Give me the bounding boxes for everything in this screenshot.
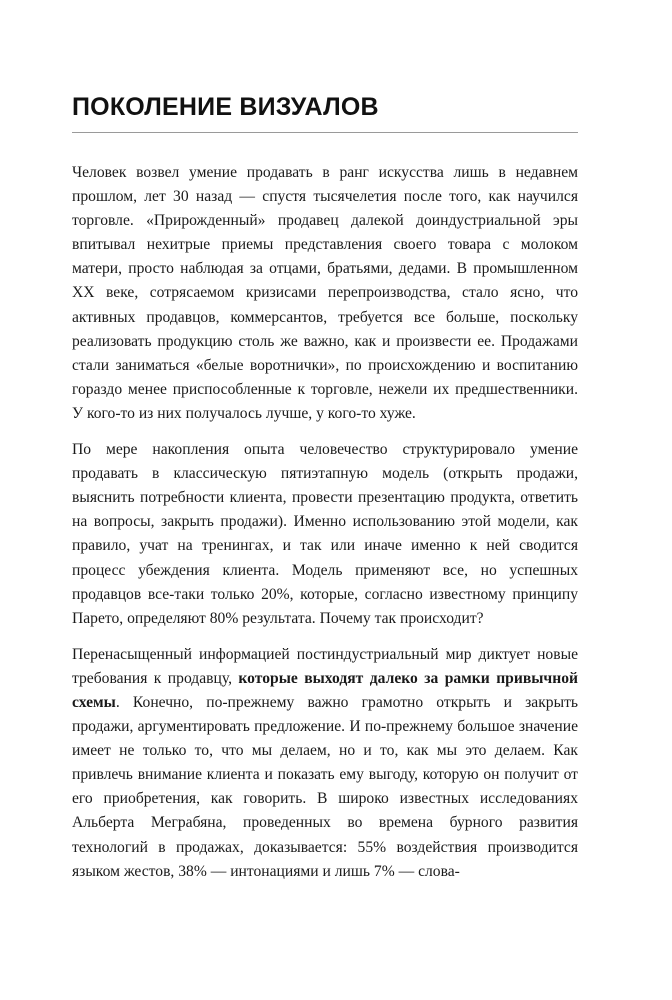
chapter-title: ПОКОЛЕНИЕ ВИЗУАЛОВ (72, 93, 379, 121)
paragraph-3-bold-phrase: которые выходят далеко за рамки привычной схемы (72, 669, 578, 711)
title-divider (72, 132, 578, 133)
body-text (72, 161, 578, 884)
book-page (72, 92, 578, 896)
paragraph-3-start: Перенасыщенный информацией постиндустриальный мир диктует новые требования к продавцу, (72, 645, 578, 687)
paragraph-3-end: . Конечно, по-прежнему важно грамотно открыть и закрыть продажи, аргументировать предложение. И по-прежнему большое значение имеет не только то, что мы делаем, но и то, как мы это делаем. Как привлечь внимание клиента и показать ему выгоду, которую он получит от его приобретения, как говорить. В широко известных исследованиях Альберта Меграбяна, проведенных во времена бурного развития технологий в продажах, доказывается: 55% воздействия производится языком жестов, 38% — интонациями и лишь 7% — слова- (72, 693, 578, 880)
paragraph-1: Человек возвел умение продавать в ранг искусства лишь в недавнем прошлом, лет 30 назад — спустя тысячелетия после того, как научился торговле. «Прирожденный» продавец далекой доиндустриальной эры впитывал нехитрые приемы представления своего товара с молоком матери, просто наблюдая за отцами, братьями, дедами. В промышленном XX веке, сотрясаемом кризисами перепроизводства, стало ясно, что активных продавцов, коммерсантов, требуется все больше, поскольку реализовать продукцию столь же важно, как и произвести ее. Продажами стали заниматься «белые воротнички», по происхождению и воспитанию гораздо менее приспособленные к торговле, нежели их предшественники. У кого-то из них получалось лучше, у кого-то хуже. (72, 164, 578, 422)
paragraph-2: По мере накопления опыта человечество структурировало умение продавать в классическую пятиэтапную модель (открыть продажи, выяснить потребности клиента, провести презентацию продукта, ответить на вопросы, закрыть продажи). Именно использованию этой модели, как правило, учат на тренингах, и так или иначе именно к ней сводится процесс убеждения клиента. Модель применяют все, но успешных продавцов все-таки только 20%, которые, согласно известному принципу Парето, определяют 80% результата. Почему так происходит? (72, 441, 578, 627)
paragraph-3 (72, 643, 578, 884)
